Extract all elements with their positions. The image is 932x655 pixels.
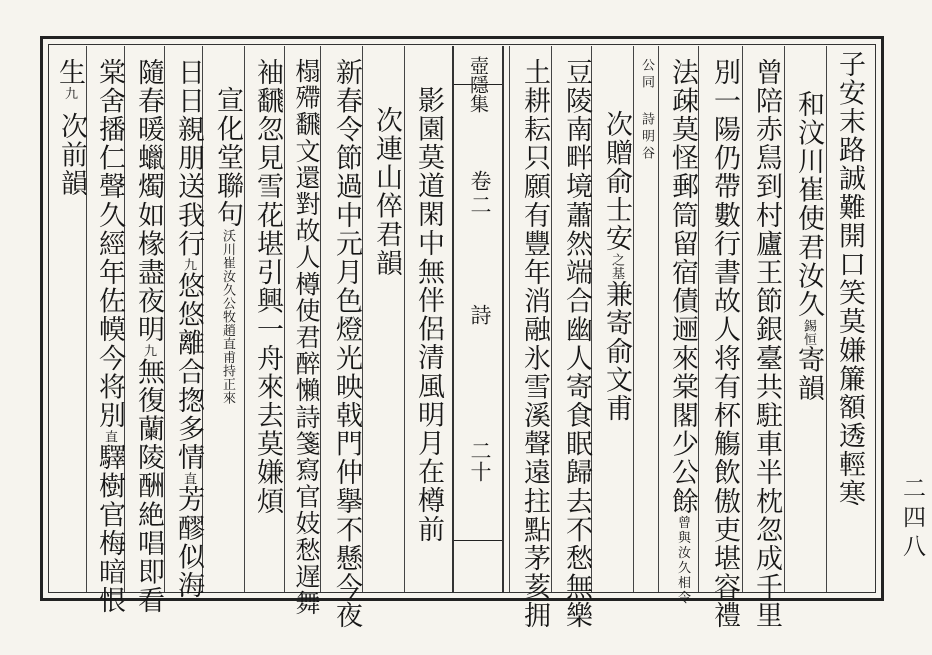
verse-text: 日日親朋送我行 bbox=[173, 58, 204, 259]
column-rule bbox=[244, 46, 245, 592]
text-column bbox=[214, 86, 241, 405]
column-rule bbox=[633, 46, 634, 592]
text-column: 榻殢飜文還對故人樽使君醉懶詩箋寫官妓愁遅舞 bbox=[292, 58, 321, 617]
verse-text: 悠悠離合揔多情 bbox=[173, 271, 204, 472]
poem-title-tail: 寄韻 bbox=[793, 345, 824, 404]
text-column bbox=[96, 58, 123, 615]
interlinear-note: 曾與汝久相令 bbox=[675, 515, 690, 606]
column-rule bbox=[404, 46, 405, 592]
verse-text: 隨春暖蠟燭如椽盡夜明 bbox=[133, 58, 164, 344]
column-rule bbox=[164, 46, 165, 592]
text-column: 別一陽仍帶數行書故人将有杯觴飲傲吏堪容禮 bbox=[709, 58, 740, 630]
poem-title-tail: 兼寄俞文甫 bbox=[601, 280, 632, 423]
note-bottom: 詩明谷 bbox=[639, 112, 654, 163]
margin-leaf-number: 二十 bbox=[468, 440, 492, 482]
text-column bbox=[56, 58, 83, 100]
margin-category: 詩 bbox=[468, 304, 492, 325]
fishtail-mark-lower bbox=[454, 540, 502, 541]
speaker-mark: 直 bbox=[102, 429, 117, 444]
margin-rule-right bbox=[502, 46, 504, 592]
verse-text: 無復蘭陵酬絶唱即看 bbox=[133, 357, 164, 615]
column-rule bbox=[658, 46, 659, 592]
column-rule bbox=[742, 46, 743, 592]
margin-rule-left bbox=[452, 46, 454, 592]
poem-title: 和汶川崔使君汝久 bbox=[793, 90, 824, 319]
verse-text: 棠舍播仁聲久經年佐幙今将別 bbox=[94, 58, 125, 430]
text-column bbox=[175, 58, 202, 600]
interlinear-note-column bbox=[640, 58, 653, 163]
column-rule bbox=[698, 46, 699, 592]
text-column: 影園莫道閑中無伴侶清風明月在樽前 bbox=[413, 86, 444, 544]
note-top: 公同 bbox=[639, 58, 654, 92]
text-column: 土耕耘只願有豐年消融氷雪溪聲遠拄點茅荄拥 bbox=[519, 58, 550, 630]
column-rule bbox=[362, 46, 363, 592]
column-rule bbox=[284, 46, 285, 592]
speaker-mark: 直 bbox=[181, 471, 196, 486]
interlinear-note: 錫恒 bbox=[801, 318, 816, 346]
speaker-mark: 九 bbox=[181, 258, 196, 272]
text-column bbox=[669, 58, 696, 606]
interlinear-note: 之基 bbox=[609, 253, 624, 280]
column-rule bbox=[551, 46, 552, 592]
poem-title: 宣化堂聯句 bbox=[212, 86, 243, 229]
verse-text: 法疎莫怪郵筒留宿債逦來棠閣少公餘 bbox=[667, 58, 698, 516]
verse-text: 驛樹官梅暗恨 bbox=[94, 443, 125, 615]
text-column: 子安末路誠難開口笑莫嫌簾額透輕寒 bbox=[834, 50, 865, 508]
text-column bbox=[795, 90, 822, 403]
speaker-mark: 九 bbox=[62, 86, 77, 101]
margin-volume: 卷二 bbox=[468, 170, 492, 218]
poem-title: 次前韻 bbox=[56, 112, 87, 198]
verse-text: 生 bbox=[54, 58, 85, 87]
text-column: 新春令節過中元月色燈光映戟門仲擧不懸今夜 bbox=[331, 58, 362, 630]
poem-title: 次連山倅君韻 bbox=[371, 106, 402, 278]
column-rule bbox=[784, 46, 785, 592]
interlinear-note: 沃川崔汝久公牧趙直甫持正來 bbox=[220, 229, 235, 405]
speaker-mark: 九 bbox=[141, 344, 156, 358]
column-rule bbox=[509, 46, 510, 592]
poem-title: 次贈俞士安 bbox=[601, 110, 632, 253]
text-column: 袖飜忽見雪花堪引興一舟來去莫嫌煩 bbox=[252, 58, 283, 516]
page-number: 二四八 bbox=[899, 476, 925, 563]
column-rule bbox=[826, 46, 827, 592]
text-column: 曾陪赤舃到村廬王節銀臺共駐車半枕忽成千里 bbox=[751, 58, 782, 630]
margin-book-title: 壺隱集 bbox=[467, 56, 489, 113]
verse-text: 芳醪似海 bbox=[173, 485, 204, 600]
text-column: 豆陵南畔境蕭然端合幽人寄食眠歸去不愁無樂 bbox=[561, 58, 592, 630]
text-column bbox=[603, 110, 630, 423]
text-column bbox=[135, 58, 162, 615]
